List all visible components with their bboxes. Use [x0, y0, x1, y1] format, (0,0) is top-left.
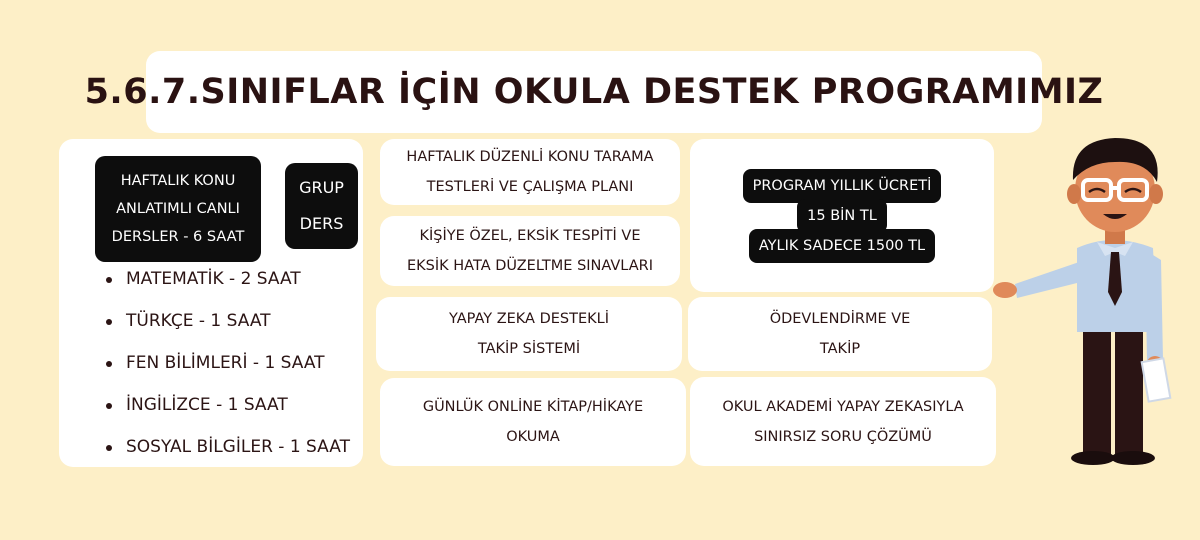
list-item: İNGİLİZCE - 1 SAAT	[104, 388, 350, 430]
subject-list	[104, 262, 350, 472]
card-line: TESTLERİ VE ÇALIŞMA PLANI	[426, 179, 634, 195]
card-line: KİŞİYE ÖZEL, EKSİK TESPİTİ VE	[419, 228, 641, 244]
group-lesson-badge	[285, 163, 358, 249]
badge-line: HAFTALIK KONU	[120, 173, 236, 189]
card-line: YAPAY ZEKA DESTEKLİ	[448, 311, 610, 327]
pricing-card	[690, 139, 994, 292]
list-item: FEN BİLİMLERİ - 1 SAAT	[104, 346, 350, 388]
ai-questions-card	[690, 377, 996, 466]
teacher-illustration	[985, 120, 1185, 480]
pricing-block	[743, 169, 942, 263]
personal-exams-card	[380, 216, 680, 286]
group-line: GRUP	[299, 178, 344, 197]
card-line: SINIRSIZ SORU ÇÖZÜMÜ	[754, 428, 932, 445]
card-line: OKUMA	[506, 429, 560, 445]
list-item: MATEMATİK - 2 SAAT	[104, 262, 350, 304]
title-card	[84, 51, 1104, 133]
card-line: TAKİP	[819, 341, 861, 357]
badge-line: DERSLER - 6 SAAT	[111, 229, 245, 245]
card-line: TAKİP SİSTEMİ	[477, 341, 581, 357]
card-line: ÖDEVLENDİRME VE	[769, 311, 911, 327]
badge-line: ANLATIMLI CANLI	[116, 201, 240, 217]
yearly-price-label: PROGRAM YILLIK ÜCRETİ	[743, 169, 942, 203]
card-line: HAFTALIK DÜZENLİ KONU TARAMA	[406, 149, 654, 165]
page-title: 5.6.7.SINIFLAR İÇİN OKULA DESTEK PROGRAMIMIZ	[84, 72, 1104, 112]
card-line: EKSİK HATA DÜZELTME SINAVLARI	[407, 258, 653, 274]
yearly-price-value: 15 BİN TL	[797, 199, 887, 233]
list-item: SOSYAL BİLGİLER - 1 SAAT	[104, 430, 350, 472]
monthly-price: AYLIK SADECE 1500 TL	[749, 229, 935, 263]
live-lessons-badge	[95, 156, 261, 262]
weekly-tests-card	[380, 139, 680, 205]
homework-card	[688, 297, 992, 371]
ai-tracking-card	[376, 297, 682, 371]
group-line: DERS	[299, 214, 344, 233]
card-line: OKUL AKADEMİ YAPAY ZEKASIYLA	[722, 398, 964, 415]
reading-card	[380, 378, 686, 466]
card-line: GÜNLÜK ONLİNE KİTAP/HİKAYE	[422, 399, 644, 415]
list-item: TÜRKÇE - 1 SAAT	[104, 304, 350, 346]
